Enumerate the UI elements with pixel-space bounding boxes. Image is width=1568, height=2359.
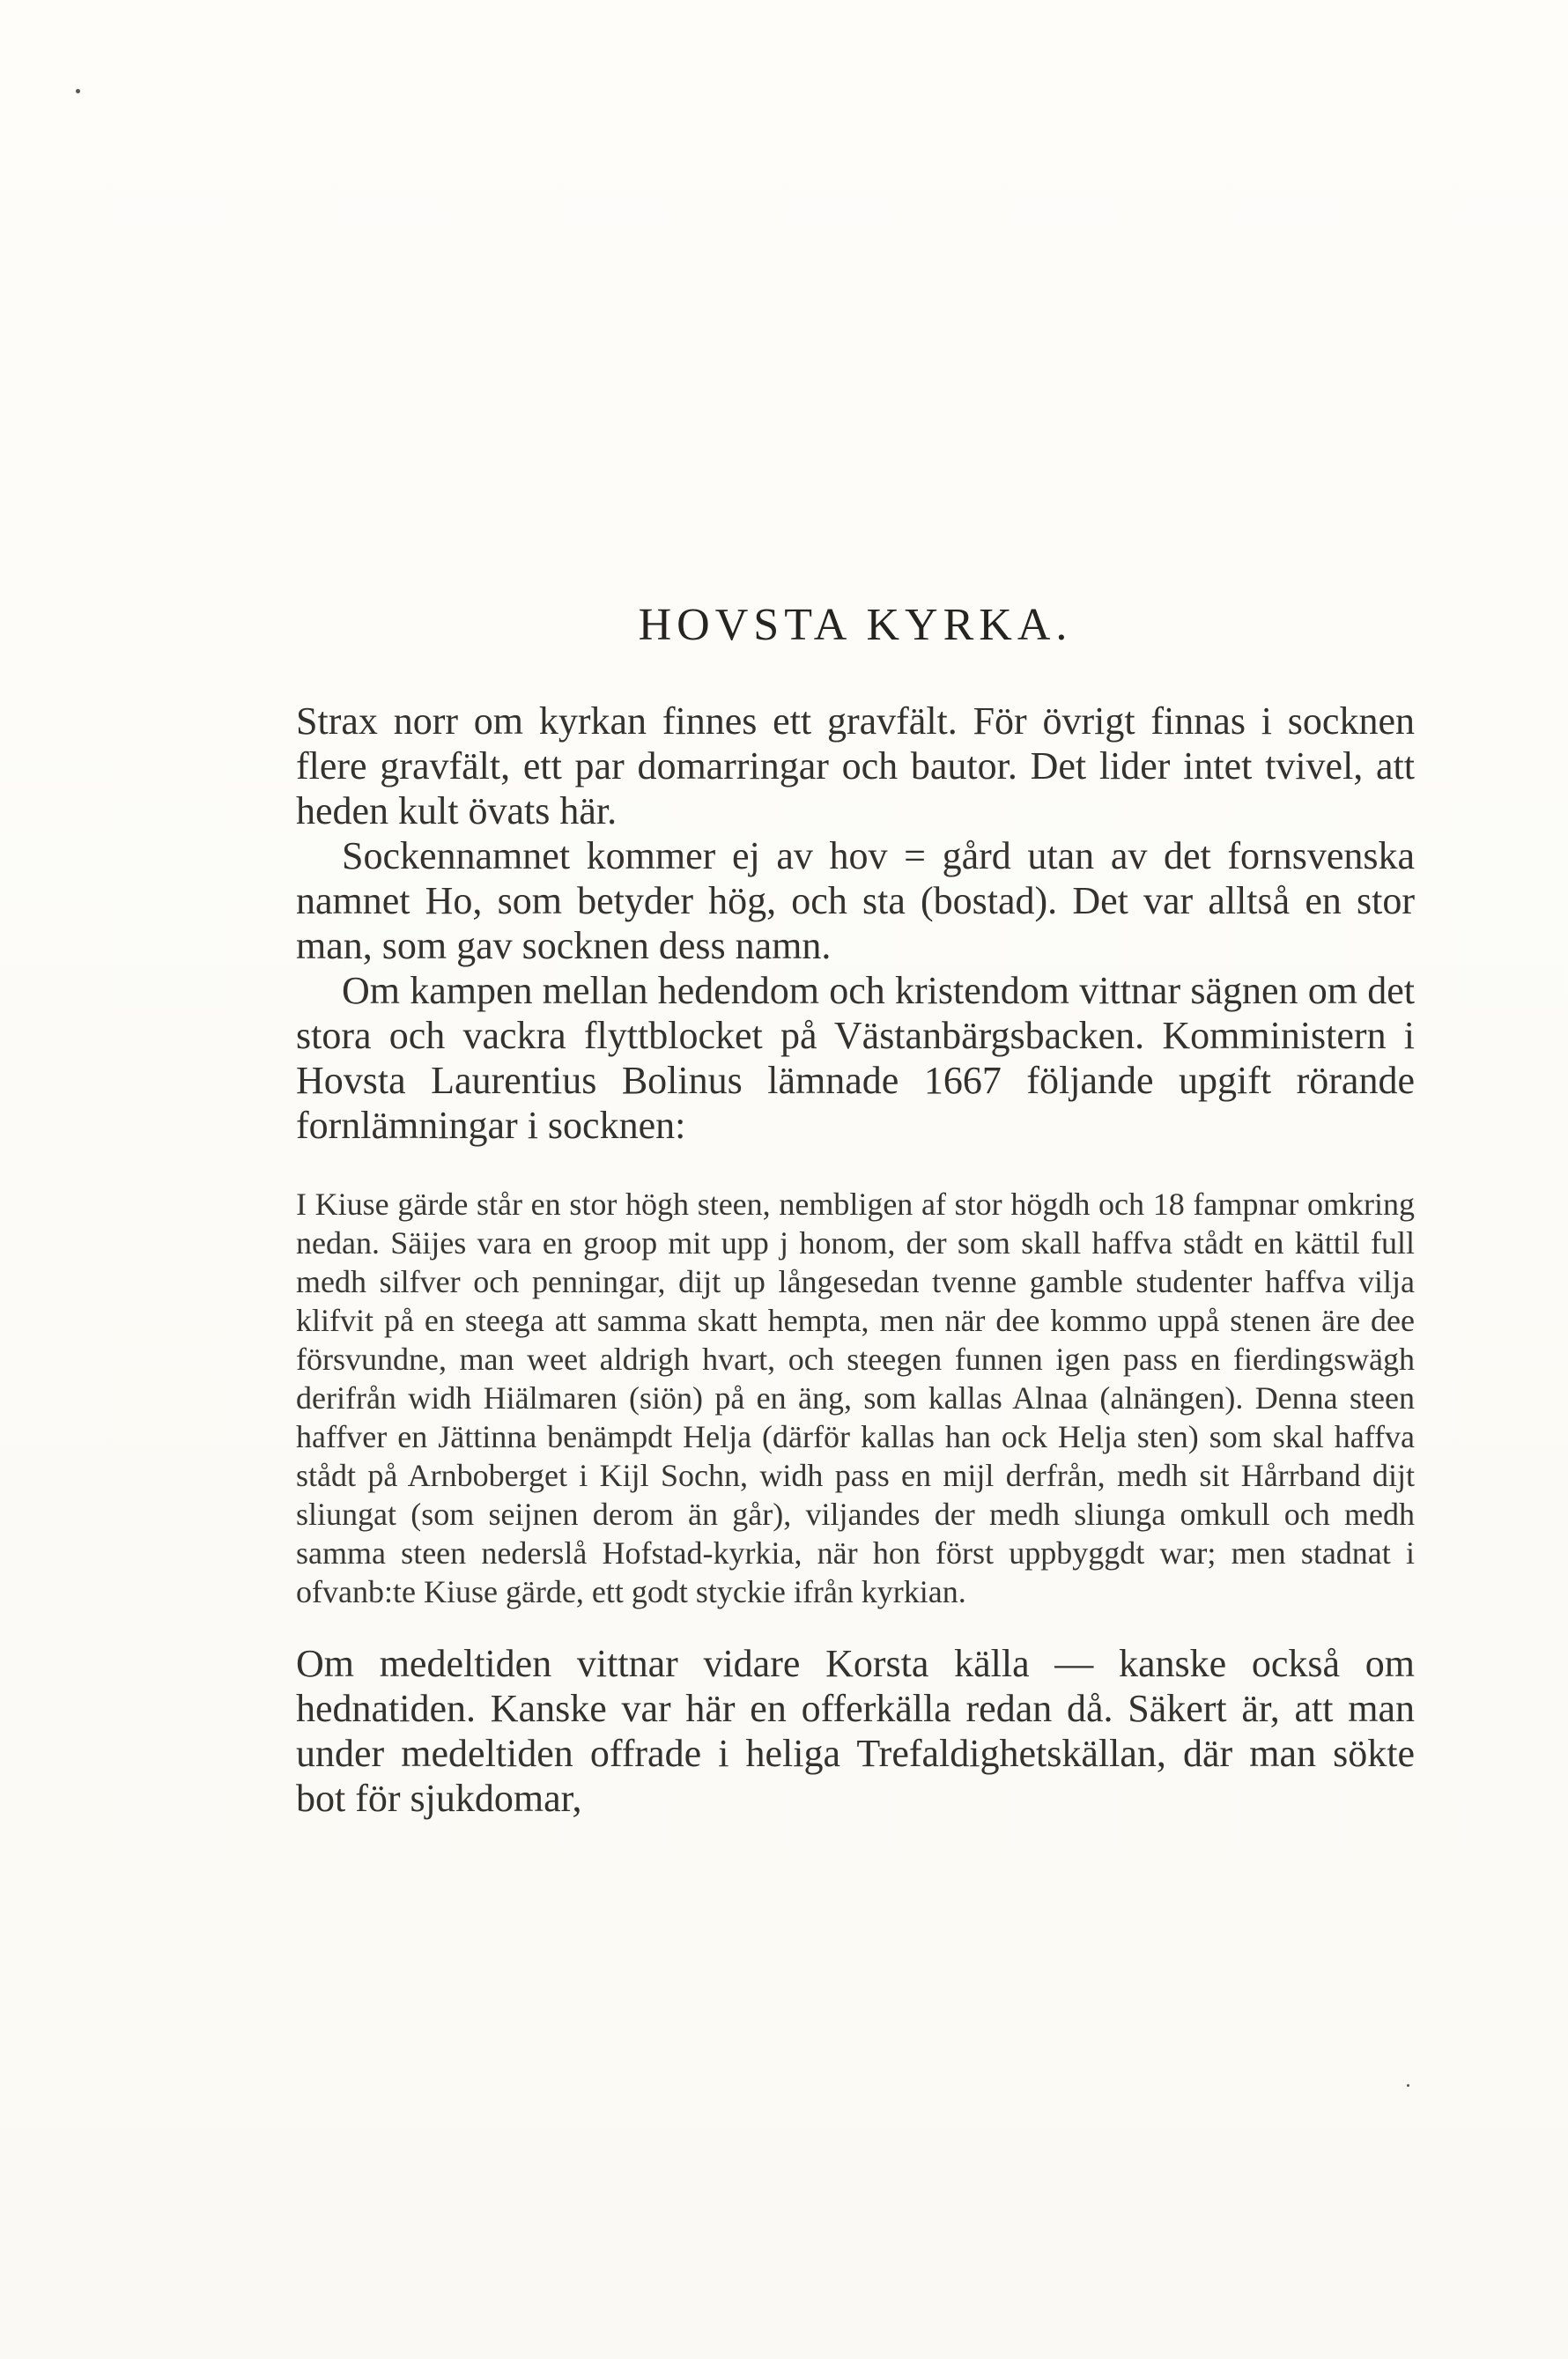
body-paragraph-1: Strax norr om kyrkan finnes ett gravfält. För övrigt finnas i socknen flere gravfält, ett par domarringar och bautor. Det lider intet tvivel, att heden kult övats här. bbox=[296, 699, 1415, 832]
page-speck bbox=[76, 89, 80, 93]
body-paragraph-3: Om kampen mellan hedendom och kristendom vittnar sägnen om det stora och vackra flyttblocket på Västanbärgsbacken. Komministern i Hovsta Laurentius Bolinus lämnade 1667 följande upgift rörande fornlämningar i socknen: bbox=[296, 969, 1415, 1147]
body-paragraph-2: Sockennamnet kommer ej av hov = gård utan av det fornsvenska namnet Ho, som betyder hög, och sta (bostad). Det var alltså en stor man, som gav socknen dess namn. bbox=[296, 834, 1415, 967]
quoted-passage: I Kiuse gärde står en stor högh steen, nembligen af stor högdh och 18 fampnar omkring nedan. Säijes vara en groop mit upp j honom, der som skall haffva stådt en kättil full medh silfver och penningar, dijt up långesedan tvenne gamble studenter haffva vilja klifvit på en steega att samma skatt hempta, men när dee kommo uppå stenen äre dee försvundne, man weet aldrigh hvart, och steegen funnen igen pass en fierdingswägh derifrån widh Hiälmaren (siön) på en äng, som kallas Alnaa (alnängen). Denna steen haffver en Jättinna benämpdt Helja (därför kallas han ock Helja sten) som skal haffva stådt på Arnboberget i Kijl Sochn, widh pass en mijl derfrån, medh sit Hårrband dijt sliungat (som seijnen derom än går), viljandes der medh sliunga omkull och medh samma steen nederslå Hofstad-kyrkia, när hon först uppbyggdt war; men stadnat i ofvanb:te Kiuse gärde, ett godt styckie ifrån kyrkian. bbox=[296, 1187, 1415, 1609]
page-speck bbox=[1407, 2084, 1409, 2087]
closing-paragraph: Om medeltiden vittnar vidare Korsta källa — kanske också om hednatiden. Kanske var här en offerkälla redan då. Säkert är, att man under medeltiden offrade i heliga Trefaldighetskällan, där man sökte bot för sjukdomar, bbox=[296, 1642, 1415, 1820]
page-content bbox=[296, 599, 1415, 1821]
page-title: HOVSTA KYRKA. bbox=[638, 600, 1073, 650]
